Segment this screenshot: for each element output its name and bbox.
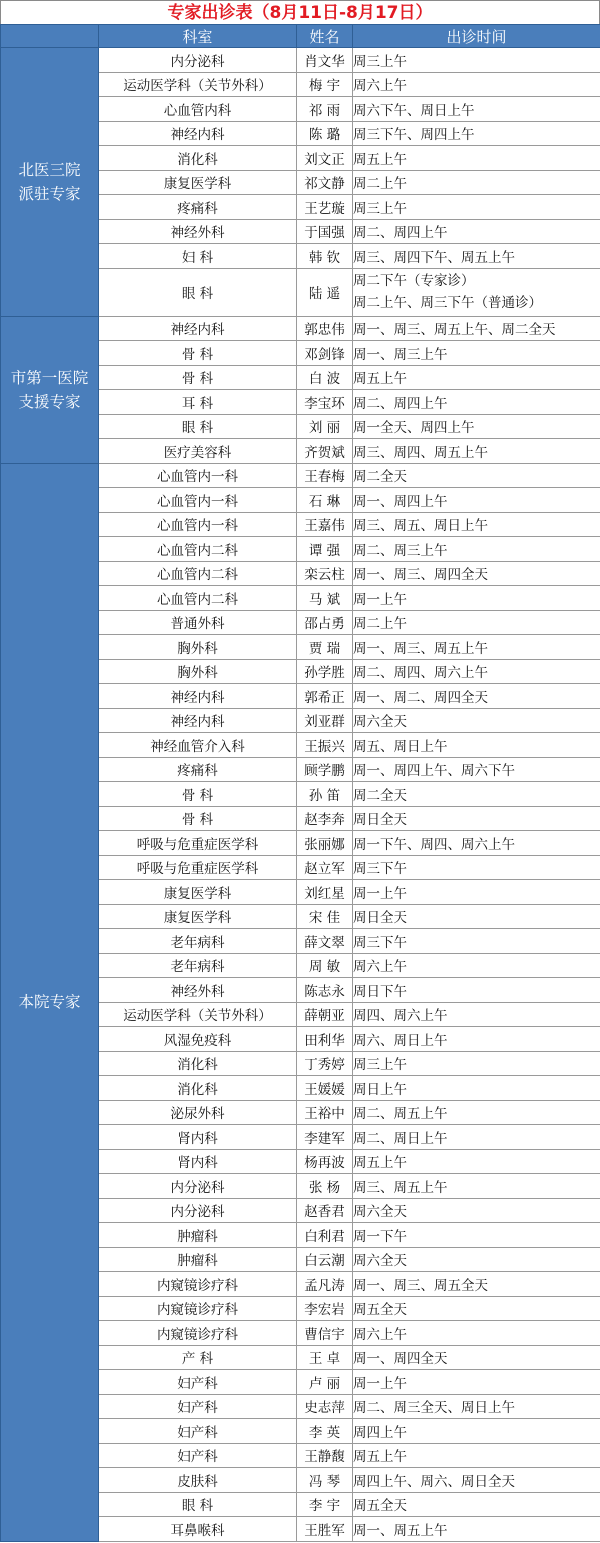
clinic-time-cell bbox=[353, 146, 600, 171]
clinic-time-cell bbox=[353, 1051, 600, 1076]
dept-cell: 消化科 bbox=[99, 1076, 297, 1101]
dept-cell: 神经内科 bbox=[99, 121, 297, 146]
dept-cell: 肿瘤科 bbox=[99, 1223, 297, 1248]
clinic-time-line: 周五、周日上午 bbox=[353, 738, 448, 755]
clinic-time-line: 周四上午 bbox=[353, 1424, 407, 1441]
doctor-name-cell: 贾 瑞 bbox=[297, 635, 353, 660]
dept-cell: 妇产科 bbox=[99, 1370, 297, 1395]
dept-cell: 心血管内二科 bbox=[99, 586, 297, 611]
doctor-name-cell: 白云潮 bbox=[297, 1247, 353, 1272]
dept-cell: 产 科 bbox=[99, 1345, 297, 1370]
clinic-time-cell bbox=[353, 684, 600, 709]
doctor-name-cell: 王静馥 bbox=[297, 1443, 353, 1468]
doctor-name-cell: 刘 丽 bbox=[297, 414, 353, 439]
doctor-name-cell: 孟凡涛 bbox=[297, 1272, 353, 1297]
clinic-time-cell bbox=[353, 806, 600, 831]
dept-cell: 心血管内一科 bbox=[99, 512, 297, 537]
clinic-time-cell bbox=[353, 97, 600, 122]
group-label bbox=[1, 316, 99, 463]
clinic-time-line: 周二、周三全天、周日上午 bbox=[353, 1400, 515, 1417]
clinic-time-line: 周二、周日上午 bbox=[353, 1130, 448, 1147]
clinic-time-line: 周一上午 bbox=[353, 885, 407, 902]
clinic-time-cell bbox=[353, 1002, 600, 1027]
group-label bbox=[1, 48, 99, 317]
clinic-time-cell bbox=[353, 929, 600, 954]
dept-cell: 消化科 bbox=[99, 146, 297, 171]
clinic-time-cell bbox=[353, 733, 600, 758]
clinic-time-line: 周五上午 bbox=[353, 1155, 407, 1172]
clinic-time-line: 周一下午、周四、周六上午 bbox=[353, 836, 515, 853]
clinic-time-cell bbox=[353, 1468, 600, 1493]
dept-cell: 胸外科 bbox=[99, 635, 297, 660]
dept-cell: 妇产科 bbox=[99, 1394, 297, 1419]
doctor-name-cell: 杨再波 bbox=[297, 1149, 353, 1174]
clinic-time-cell bbox=[353, 1272, 600, 1297]
clinic-time-cell bbox=[353, 1223, 600, 1248]
doctor-name-cell: 王裕中 bbox=[297, 1100, 353, 1125]
clinic-time-cell bbox=[353, 341, 600, 366]
group-label bbox=[1, 463, 99, 1541]
dept-cell: 神经内科 bbox=[99, 316, 297, 341]
dept-cell: 内窥镜诊疗科 bbox=[99, 1321, 297, 1346]
doctor-name-cell: 孙学胜 bbox=[297, 659, 353, 684]
clinic-time-line: 周一、周二、周四全天 bbox=[353, 689, 488, 706]
dept-cell: 心血管内二科 bbox=[99, 537, 297, 562]
clinic-time-cell bbox=[353, 1517, 600, 1542]
dept-cell: 医疗美容科 bbox=[99, 439, 297, 464]
dept-cell: 肿瘤科 bbox=[99, 1247, 297, 1272]
dept-cell: 耳 科 bbox=[99, 390, 297, 415]
table-row bbox=[1, 463, 600, 488]
dept-cell: 内窥镜诊疗科 bbox=[99, 1296, 297, 1321]
clinic-time-line: 周三上午 bbox=[353, 1057, 407, 1074]
clinic-time-line: 周六、周日上午 bbox=[353, 1032, 448, 1049]
doctor-name-cell: 顾学鹏 bbox=[297, 757, 353, 782]
doctor-name-cell: 李建军 bbox=[297, 1125, 353, 1150]
clinic-time-cell bbox=[353, 244, 600, 269]
clinic-time-cell bbox=[353, 1247, 600, 1272]
dept-cell: 神经内科 bbox=[99, 708, 297, 733]
clinic-time-cell bbox=[353, 1443, 600, 1468]
clinic-time-cell bbox=[353, 1321, 600, 1346]
header-row bbox=[1, 25, 600, 48]
doctor-name-cell: 李 宇 bbox=[297, 1492, 353, 1517]
dept-cell: 胸外科 bbox=[99, 659, 297, 684]
clinic-time-cell bbox=[353, 1076, 600, 1101]
clinic-time-cell bbox=[353, 195, 600, 220]
doctor-name-cell: 王胜军 bbox=[297, 1517, 353, 1542]
doctor-name-cell: 邵占勇 bbox=[297, 610, 353, 635]
clinic-time-line: 周三、周五上午 bbox=[353, 1179, 448, 1196]
clinic-time-cell bbox=[353, 463, 600, 488]
dept-cell: 运动医学科（关节外科） bbox=[99, 1002, 297, 1027]
clinic-time-line: 周三上午 bbox=[353, 53, 407, 70]
clinic-time-cell bbox=[353, 757, 600, 782]
clinic-time-line: 周三上午 bbox=[353, 200, 407, 217]
dept-cell: 呼吸与危重症医学科 bbox=[99, 855, 297, 880]
clinic-time-line: 周一、周四上午 bbox=[353, 493, 448, 510]
group-label-line: 市第一医院 bbox=[10, 368, 89, 387]
doctor-name-cell: 李宝环 bbox=[297, 390, 353, 415]
clinic-time-line: 周一、周三上午 bbox=[353, 346, 448, 363]
clinic-time-line: 周五上午 bbox=[353, 151, 407, 168]
doctor-name-cell: 史志萍 bbox=[297, 1394, 353, 1419]
doctor-name-cell: 冯 琴 bbox=[297, 1468, 353, 1493]
dept-cell: 妇 科 bbox=[99, 244, 297, 269]
clinic-time-line: 周六下午、周日上午 bbox=[353, 102, 475, 119]
clinic-time-cell bbox=[353, 561, 600, 586]
clinic-time-line: 周二全天 bbox=[353, 787, 407, 804]
doctor-name-cell: 白 波 bbox=[297, 365, 353, 390]
clinic-time-cell bbox=[353, 1492, 600, 1517]
doctor-name-cell: 王艺璇 bbox=[297, 195, 353, 220]
clinic-time-cell bbox=[353, 855, 600, 880]
clinic-time-line: 周二全天 bbox=[353, 469, 407, 486]
clinic-time-line: 周五全天 bbox=[353, 1498, 407, 1515]
doctor-name-cell: 祁 雨 bbox=[297, 97, 353, 122]
clinic-time-line: 周二上午 bbox=[353, 616, 407, 633]
doctor-name-cell: 韩 钦 bbox=[297, 244, 353, 269]
clinic-time-line: 周三下午 bbox=[353, 934, 407, 951]
clinic-time-cell bbox=[353, 1370, 600, 1395]
clinic-time-line: 周日上午 bbox=[353, 1081, 407, 1098]
clinic-time-line: 周日全天 bbox=[353, 910, 407, 927]
clinic-time-line: 周四、周六上午 bbox=[353, 1008, 448, 1025]
clinic-time-cell bbox=[353, 1394, 600, 1419]
header-dept: 科室 bbox=[99, 25, 297, 48]
clinic-time-line: 周六上午 bbox=[353, 1326, 407, 1343]
doctor-name-cell: 赵香君 bbox=[297, 1198, 353, 1223]
clinic-time-cell bbox=[353, 1345, 600, 1370]
doctor-name-cell: 陈志永 bbox=[297, 978, 353, 1003]
doctor-name-cell: 李 英 bbox=[297, 1419, 353, 1444]
doctor-name-cell: 白利君 bbox=[297, 1223, 353, 1248]
clinic-time-cell bbox=[353, 219, 600, 244]
clinic-time-cell bbox=[353, 1296, 600, 1321]
dept-cell: 运动医学科（关节外科） bbox=[99, 72, 297, 97]
table-row bbox=[1, 316, 600, 341]
clinic-time-cell bbox=[353, 414, 600, 439]
clinic-time-cell bbox=[353, 708, 600, 733]
page-title: 专家出诊表（8月11日-8月17日） bbox=[0, 0, 600, 24]
dept-cell: 呼吸与危重症医学科 bbox=[99, 831, 297, 856]
clinic-time-cell bbox=[353, 488, 600, 513]
dept-cell: 骨 科 bbox=[99, 806, 297, 831]
doctor-name-cell: 王振兴 bbox=[297, 733, 353, 758]
doctor-name-cell: 薛朝亚 bbox=[297, 1002, 353, 1027]
doctor-name-cell: 赵李奔 bbox=[297, 806, 353, 831]
clinic-time-cell bbox=[353, 978, 600, 1003]
header-name: 姓名 bbox=[297, 25, 353, 48]
clinic-time-line: 周五全天 bbox=[353, 1302, 407, 1319]
clinic-time-line: 周二下午（专家诊） bbox=[353, 273, 475, 289]
doctor-name-cell: 陈 璐 bbox=[297, 121, 353, 146]
doctor-name-cell: 谭 强 bbox=[297, 537, 353, 562]
doctor-name-cell: 陆 遥 bbox=[297, 268, 353, 316]
clinic-time-cell bbox=[353, 1198, 600, 1223]
dept-cell: 心血管内科 bbox=[99, 97, 297, 122]
group-label-line: 派驻专家 bbox=[18, 184, 81, 203]
dept-cell: 普通外科 bbox=[99, 610, 297, 635]
dept-cell: 妇产科 bbox=[99, 1443, 297, 1468]
clinic-time-cell bbox=[353, 831, 600, 856]
clinic-time-cell bbox=[353, 953, 600, 978]
clinic-time-line: 周二上午、周三下午（普通诊） bbox=[353, 295, 542, 311]
clinic-time-cell bbox=[353, 1419, 600, 1444]
doctor-name-cell: 张丽娜 bbox=[297, 831, 353, 856]
clinic-time-line: 周六全天 bbox=[353, 1253, 407, 1270]
dept-cell: 眼 科 bbox=[99, 268, 297, 316]
doctor-name-cell: 王嘉伟 bbox=[297, 512, 353, 537]
clinic-time-line: 周六上午 bbox=[353, 959, 407, 976]
clinic-time-cell bbox=[353, 635, 600, 660]
clinic-time-cell bbox=[353, 904, 600, 929]
dept-cell: 风湿免疫科 bbox=[99, 1027, 297, 1052]
clinic-time-line: 周日下午 bbox=[353, 983, 407, 1000]
doctor-name-cell: 刘文正 bbox=[297, 146, 353, 171]
clinic-time-line: 周三、周四下午、周五上午 bbox=[353, 249, 515, 266]
dept-cell: 妇产科 bbox=[99, 1419, 297, 1444]
clinic-time-cell bbox=[353, 1027, 600, 1052]
doctor-name-cell: 栾云柱 bbox=[297, 561, 353, 586]
dept-cell: 骨 科 bbox=[99, 365, 297, 390]
doctor-name-cell: 肖文华 bbox=[297, 48, 353, 73]
dept-cell: 眼 科 bbox=[99, 1492, 297, 1517]
group-label-line: 本院专家 bbox=[18, 993, 81, 1011]
clinic-time-line: 周三、周五、周日上午 bbox=[353, 518, 488, 535]
clinic-time-line: 周六上午 bbox=[353, 78, 407, 95]
schedule-table bbox=[0, 24, 600, 1542]
clinic-time-cell bbox=[353, 880, 600, 905]
clinic-time-cell bbox=[353, 1174, 600, 1199]
clinic-time-line: 周五上午 bbox=[353, 1449, 407, 1466]
doctor-name-cell: 马 斌 bbox=[297, 586, 353, 611]
clinic-time-line: 周二、周四上午 bbox=[353, 395, 448, 412]
dept-cell: 泌尿外科 bbox=[99, 1100, 297, 1125]
header-time: 出诊时间 bbox=[353, 25, 600, 48]
dept-cell: 肾内科 bbox=[99, 1125, 297, 1150]
clinic-time-cell bbox=[353, 316, 600, 341]
dept-cell: 眼 科 bbox=[99, 414, 297, 439]
clinic-time-cell bbox=[353, 390, 600, 415]
clinic-time-line: 周五上午 bbox=[353, 371, 407, 388]
doctor-name-cell: 齐贺斌 bbox=[297, 439, 353, 464]
doctor-name-cell: 周 敏 bbox=[297, 953, 353, 978]
doctor-name-cell: 李宏岩 bbox=[297, 1296, 353, 1321]
clinic-time-cell bbox=[353, 1100, 600, 1125]
doctor-name-cell: 祁文静 bbox=[297, 170, 353, 195]
clinic-time-cell bbox=[353, 782, 600, 807]
dept-cell: 神经外科 bbox=[99, 219, 297, 244]
dept-cell: 内分泌科 bbox=[99, 1198, 297, 1223]
clinic-time-line: 周一全天、周四上午 bbox=[353, 420, 475, 437]
dept-cell: 消化科 bbox=[99, 1051, 297, 1076]
dept-cell: 神经血管介入科 bbox=[99, 733, 297, 758]
clinic-time-cell bbox=[353, 537, 600, 562]
doctor-name-cell: 卢 丽 bbox=[297, 1370, 353, 1395]
table-row bbox=[1, 48, 600, 73]
dept-cell: 肾内科 bbox=[99, 1149, 297, 1174]
dept-cell: 心血管内一科 bbox=[99, 488, 297, 513]
clinic-time-line: 周一上午 bbox=[353, 591, 407, 608]
clinic-time-line: 周一下午 bbox=[353, 1228, 407, 1245]
doctor-name-cell: 薛文翠 bbox=[297, 929, 353, 954]
dept-cell: 内分泌科 bbox=[99, 1174, 297, 1199]
dept-cell: 心血管内一科 bbox=[99, 463, 297, 488]
dept-cell: 内分泌科 bbox=[99, 48, 297, 73]
clinic-time-line: 周二上午 bbox=[353, 176, 407, 193]
clinic-time-line: 周一、周三、周五全天 bbox=[353, 1277, 488, 1294]
clinic-time-line: 周二、周四、周六上午 bbox=[353, 665, 488, 682]
doctor-name-cell: 邓剑锋 bbox=[297, 341, 353, 366]
doctor-name-cell: 丁秀婷 bbox=[297, 1051, 353, 1076]
doctor-name-cell: 张 杨 bbox=[297, 1174, 353, 1199]
doctor-name-cell: 曹信宇 bbox=[297, 1321, 353, 1346]
dept-cell: 神经内科 bbox=[99, 684, 297, 709]
doctor-name-cell: 赵立军 bbox=[297, 855, 353, 880]
clinic-time-cell bbox=[353, 586, 600, 611]
clinic-time-cell bbox=[353, 512, 600, 537]
clinic-time-cell bbox=[353, 1125, 600, 1150]
dept-cell: 内窥镜诊疗科 bbox=[99, 1272, 297, 1297]
header-blank bbox=[1, 25, 99, 48]
clinic-time-line: 周六全天 bbox=[353, 714, 407, 731]
clinic-time-line: 周一、周三、周五上午、周二全天 bbox=[353, 322, 556, 339]
dept-cell: 皮肤科 bbox=[99, 1468, 297, 1493]
dept-cell: 耳鼻喉科 bbox=[99, 1517, 297, 1542]
clinic-time-line: 周日全天 bbox=[353, 812, 407, 829]
group-label-line: 北医三院 bbox=[18, 160, 81, 179]
dept-cell: 神经外科 bbox=[99, 978, 297, 1003]
clinic-time-cell bbox=[353, 72, 600, 97]
clinic-time-line: 周四上午、周六、周日全天 bbox=[353, 1473, 515, 1490]
clinic-time-line: 周一、周三、周五上午 bbox=[353, 640, 488, 657]
dept-cell: 疼痛科 bbox=[99, 195, 297, 220]
clinic-time-cell bbox=[353, 365, 600, 390]
doctor-name-cell: 王 卓 bbox=[297, 1345, 353, 1370]
dept-cell: 心血管内二科 bbox=[99, 561, 297, 586]
dept-cell: 疼痛科 bbox=[99, 757, 297, 782]
clinic-time-cell bbox=[353, 439, 600, 464]
clinic-time-cell bbox=[353, 268, 600, 316]
doctor-name-cell: 郭忠伟 bbox=[297, 316, 353, 341]
clinic-time-line: 周一上午 bbox=[353, 1375, 407, 1392]
dept-cell: 康复医学科 bbox=[99, 880, 297, 905]
clinic-time-line: 周三下午、周四上午 bbox=[353, 127, 475, 144]
dept-cell: 骨 科 bbox=[99, 341, 297, 366]
clinic-time-line: 周二、周三上午 bbox=[353, 542, 448, 559]
clinic-time-line: 周一、周四全天 bbox=[353, 1351, 448, 1368]
clinic-time-cell bbox=[353, 48, 600, 73]
group-label-line: 支援专家 bbox=[18, 392, 81, 411]
doctor-name-cell: 王媛媛 bbox=[297, 1076, 353, 1101]
doctor-name-cell: 宋 佳 bbox=[297, 904, 353, 929]
dept-cell: 老年病科 bbox=[99, 929, 297, 954]
clinic-time-cell bbox=[353, 1149, 600, 1174]
dept-cell: 康复医学科 bbox=[99, 904, 297, 929]
doctor-name-cell: 王春梅 bbox=[297, 463, 353, 488]
doctor-name-cell: 梅 宇 bbox=[297, 72, 353, 97]
doctor-name-cell: 郭希正 bbox=[297, 684, 353, 709]
doctor-name-cell: 刘亚群 bbox=[297, 708, 353, 733]
dept-cell: 康复医学科 bbox=[99, 170, 297, 195]
clinic-time-line: 周一、周五上午 bbox=[353, 1522, 448, 1539]
clinic-time-line: 周六全天 bbox=[353, 1204, 407, 1221]
dept-cell: 老年病科 bbox=[99, 953, 297, 978]
clinic-time-line: 周一、周三、周四全天 bbox=[353, 567, 488, 584]
doctor-name-cell: 于国强 bbox=[297, 219, 353, 244]
clinic-time-cell bbox=[353, 170, 600, 195]
clinic-time-cell bbox=[353, 121, 600, 146]
clinic-time-cell bbox=[353, 659, 600, 684]
doctor-name-cell: 石 琳 bbox=[297, 488, 353, 513]
schedule-body bbox=[1, 48, 600, 1542]
clinic-time-line: 周三下午 bbox=[353, 861, 407, 878]
clinic-time-line: 周二、周四上午 bbox=[353, 225, 448, 242]
doctor-name-cell: 刘红星 bbox=[297, 880, 353, 905]
clinic-time-cell bbox=[353, 610, 600, 635]
doctor-name-cell: 孙 笛 bbox=[297, 782, 353, 807]
dept-cell: 骨 科 bbox=[99, 782, 297, 807]
doctor-name-cell: 田利华 bbox=[297, 1027, 353, 1052]
clinic-time-line: 周三、周四、周五上午 bbox=[353, 444, 488, 461]
clinic-time-line: 周一、周四上午、周六下午 bbox=[353, 763, 515, 780]
clinic-time-line: 周二、周五上午 bbox=[353, 1106, 448, 1123]
